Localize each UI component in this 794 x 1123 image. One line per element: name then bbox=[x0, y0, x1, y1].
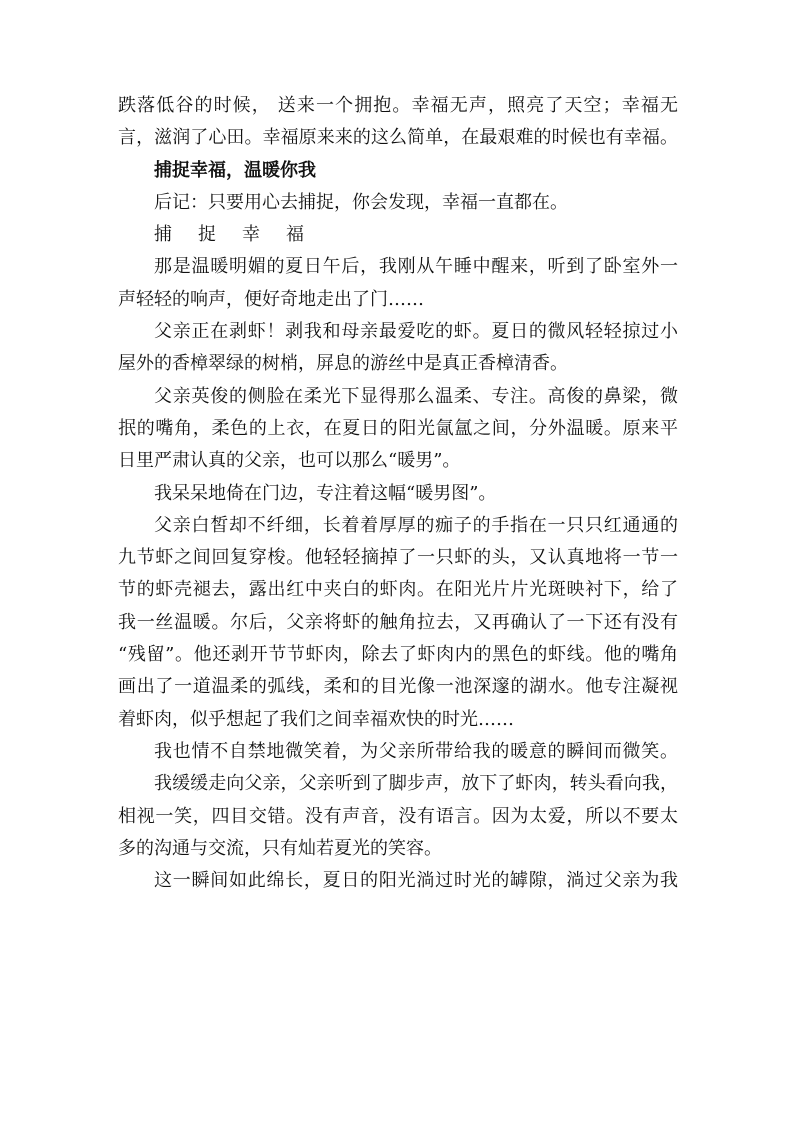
essay-title: 捕捉幸福 bbox=[154, 224, 330, 246]
text-line: 九节虾之间回复穿梭。他轻轻摘掉了一只虾的头，又认真地将一节一 bbox=[118, 547, 678, 569]
text-line: 那是温暖明媚的夏日午后，我刚从午睡中醒来，听到了卧室外一 bbox=[154, 256, 678, 278]
text-line: 画出了一道温柔的弧线，柔和的目光像一池深邃的湖水。他专注凝视 bbox=[118, 676, 678, 698]
text-line: 这一瞬间如此绵长，夏日的阳光淌过时光的罅隙，淌过父亲为我 bbox=[154, 870, 678, 892]
text-line: 我一丝温暖。尔后，父亲将虾的触角拉去，又再确认了一下还有没有 bbox=[118, 611, 678, 633]
text-line: 抿的嘴角，柔色的上衣，在夏日的阳光氤氲之间，分外温暖。原来平 bbox=[118, 417, 678, 439]
text-line: 声轻轻的响声，便好奇地走出了门…… bbox=[118, 288, 424, 310]
text-line: 相视一笑，四目交错。没有声音，没有语言。因为太爱，所以不要太 bbox=[118, 805, 678, 827]
text-line: 后记：只要用心去捕捉，你会发现，幸福一直都在。 bbox=[154, 191, 568, 213]
text-line: “残留”。他还剥开节节虾肉，除去了虾肉内的黑色的虾线。他的嘴角 bbox=[118, 644, 678, 666]
text-line: 节的虾壳褪去，露出红中夹白的虾肉。在阳光片片光斑映衬下，给了 bbox=[118, 579, 678, 601]
text-line: 着虾肉，似乎想起了我们之间幸福欢快的时光…… bbox=[118, 708, 514, 730]
text-line: 我缓缓走向父亲，父亲听到了脚步声，放下了虾肉，转头看向我， bbox=[154, 773, 678, 795]
document-body bbox=[118, 90, 678, 897]
text-line: 日里严肃认真的父亲，也可以那么“暖男”。 bbox=[118, 450, 461, 472]
text-line: 跌落低谷的时候， 送来一个拥抱。幸福无声，照亮了天空；幸福无 bbox=[118, 95, 678, 116]
text-line: 我呆呆地倚在门边，专注着这幅“暖男图”。 bbox=[154, 482, 497, 504]
text-line: 父亲英俊的侧脸在柔光下显得那么温柔、专注。高俊的鼻梁，微 bbox=[154, 385, 678, 407]
text-line: 屋外的香樟翠绿的树梢，屏息的游丝中是真正香樟清香。 bbox=[118, 353, 568, 375]
section-heading: 捕捉幸福，温暖你我 bbox=[154, 159, 316, 181]
text-line: 父亲白皙却不纤细，长着着厚厚的痂子的手指在一只只红通通的 bbox=[154, 514, 678, 536]
text-line: 多的沟通与交流，只有灿若夏光的笑容。 bbox=[118, 837, 442, 859]
text-line: 言，滋润了心田。幸福原来来的这么简单，在最艰难的时候也有幸福。 bbox=[118, 127, 678, 149]
text-line: 我也情不自禁地微笑着，为父亲所带给我的暖意的瞬间而微笑。 bbox=[154, 740, 678, 762]
text-line: 父亲正在剥虾！剥我和母亲最爱吃的虾。夏日的微风轻轻掠过小 bbox=[154, 321, 678, 343]
